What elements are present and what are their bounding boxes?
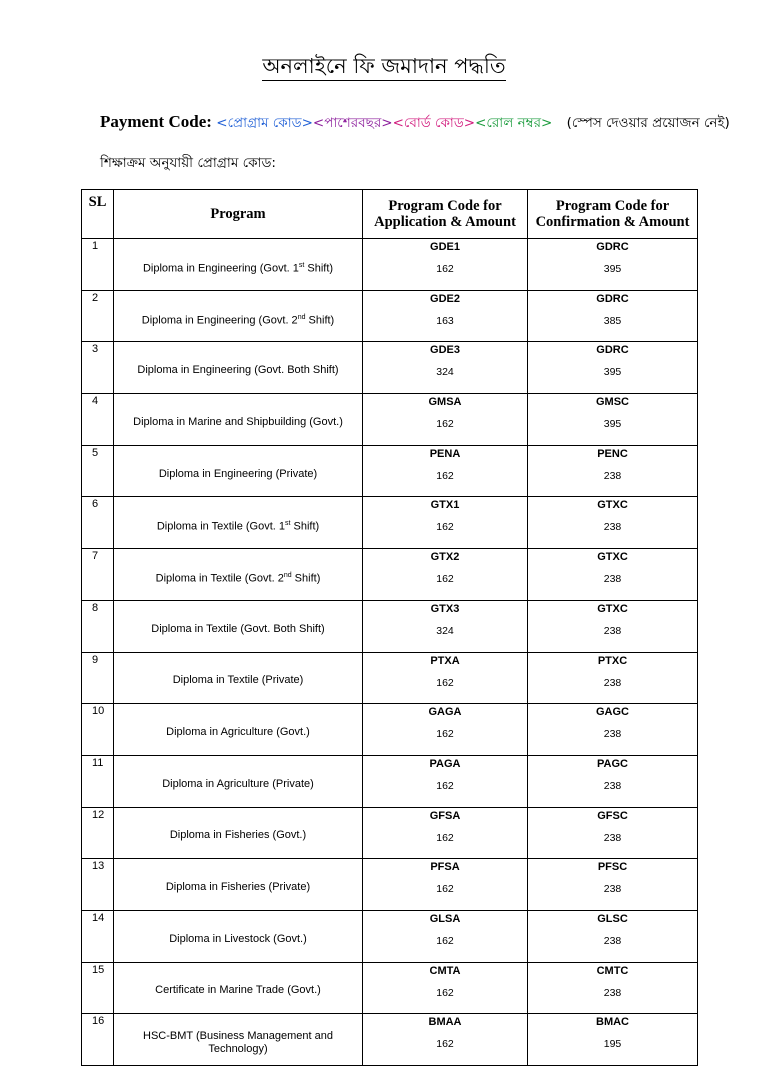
row-sl: 13 — [82, 859, 114, 911]
program-ordinal: st — [285, 520, 291, 528]
row-program — [114, 755, 363, 807]
program-ordinal: st — [298, 262, 305, 270]
row-application — [363, 755, 528, 807]
row-confirmation — [528, 859, 698, 911]
confirmation-code: PFSC — [597, 861, 628, 874]
confirmation-amount: 238 — [603, 779, 622, 792]
row-confirmation — [528, 549, 698, 601]
row-sl: 6 — [82, 497, 114, 549]
application-code: PENA — [429, 447, 461, 460]
row-program — [114, 704, 363, 756]
row-program — [114, 962, 363, 1014]
row-application — [363, 497, 528, 549]
row-application — [363, 342, 528, 394]
row-application — [363, 910, 528, 962]
confirmation-code: PENC — [597, 447, 628, 460]
row-program — [114, 342, 363, 394]
row-confirmation — [528, 600, 698, 652]
application-amount: 162 — [436, 263, 454, 275]
row-sl: 2 — [82, 290, 114, 342]
program-name: Diploma in Engineering (Govt. 2 — [141, 314, 298, 327]
program-name: Diploma in Engineering (Govt. Both Shift) — [137, 364, 339, 377]
confirmation-amount: 238 — [603, 469, 622, 482]
table-header-row — [82, 190, 698, 239]
application-code: GTX2 — [430, 551, 460, 564]
confirmation-amount: 238 — [603, 521, 622, 534]
program-ordinal: nd — [297, 313, 306, 321]
row-application — [363, 962, 528, 1014]
confirmation-amount: 395 — [603, 366, 622, 379]
payment-code-label: Payment Code: — [100, 112, 212, 131]
payment-code-segment-roll: <রোল নম্বর> — [475, 115, 553, 131]
application-code: GLSA — [429, 912, 461, 925]
application-code: GDE2 — [430, 292, 460, 305]
row-sl: 4 — [82, 394, 114, 446]
program-ordinal: nd — [283, 572, 292, 580]
confirmation-code: BMAC — [596, 1016, 629, 1029]
application-code: PTXA — [430, 654, 460, 667]
confirmation-amount: 395 — [603, 263, 622, 275]
application-amount: 162 — [436, 521, 454, 534]
application-amount: 162 — [436, 831, 454, 844]
application-amount: 162 — [436, 728, 454, 741]
confirmation-code: GDRC — [596, 241, 629, 253]
row-program — [114, 445, 363, 497]
program-name: Diploma in Textile (Govt. 1 — [156, 521, 285, 534]
row-program — [114, 910, 363, 962]
application-code: GDE3 — [430, 344, 460, 357]
row-sl: 5 — [82, 445, 114, 497]
row-program — [114, 600, 363, 652]
table-row — [82, 859, 698, 911]
table-row — [82, 342, 698, 394]
page-title — [0, 50, 768, 85]
row-confirmation — [528, 497, 698, 549]
payment-code-segment-board: <বোর্ড কোড> — [392, 115, 476, 131]
confirmation-code: PAGC — [597, 757, 628, 770]
row-application — [363, 807, 528, 859]
program-name: Diploma in Livestock (Govt.) — [169, 932, 307, 945]
row-confirmation — [528, 807, 698, 859]
confirmation-amount: 238 — [603, 831, 622, 844]
application-amount: 162 — [436, 779, 454, 792]
section-subheading: শিক্ষাক্রম অনুযায়ী প্রোগ্রাম কোড: — [100, 155, 276, 171]
program-name: Diploma in Agriculture (Govt.) — [166, 726, 310, 739]
header-confirmation-line1: Program Code for — [555, 198, 670, 214]
row-application — [363, 394, 528, 446]
row-sl: 15 — [82, 962, 114, 1014]
table-row — [82, 652, 698, 704]
row-application — [363, 600, 528, 652]
row-application — [363, 549, 528, 601]
row-program — [114, 497, 363, 549]
row-program — [114, 549, 363, 601]
table-row — [82, 704, 698, 756]
table-row — [82, 910, 698, 962]
confirmation-code: GFSC — [597, 809, 628, 822]
confirmation-amount: 395 — [603, 418, 622, 431]
table-row — [82, 290, 698, 342]
program-name: Diploma in Textile (Govt. 2 — [155, 572, 284, 585]
row-program — [114, 652, 363, 704]
table-row — [82, 394, 698, 446]
application-amount: 162 — [436, 469, 454, 482]
table-row — [82, 239, 698, 291]
application-code: PFSA — [430, 861, 460, 874]
row-program — [114, 290, 363, 342]
application-code: GFSA — [429, 809, 461, 822]
row-application — [363, 445, 528, 497]
header-program: Program — [114, 190, 363, 239]
row-sl: 9 — [82, 652, 114, 704]
table-row — [82, 445, 698, 497]
program-name: Certificate in Marine Trade (Govt.) — [155, 984, 321, 997]
application-amount: 162 — [436, 573, 454, 586]
table-row — [82, 549, 698, 601]
row-application — [363, 290, 528, 342]
row-confirmation — [528, 290, 698, 342]
row-confirmation — [528, 239, 698, 291]
header-application-line2: Application & Amount — [374, 214, 516, 230]
payment-code-segment-year: <পাশেরবছর> — [312, 115, 393, 131]
application-code: GMSA — [428, 396, 462, 409]
confirmation-amount: 385 — [603, 314, 622, 327]
confirmation-code: GTXC — [597, 499, 628, 512]
confirmation-amount: 238 — [603, 934, 622, 947]
row-confirmation — [528, 755, 698, 807]
confirmation-amount: 238 — [603, 676, 622, 689]
confirmation-code: GTXC — [597, 551, 628, 564]
row-confirmation — [528, 394, 698, 446]
application-code: GTX3 — [430, 602, 460, 615]
confirmation-code: GAGC — [596, 706, 629, 719]
application-amount: 162 — [436, 418, 454, 431]
row-confirmation — [528, 445, 698, 497]
header-sl: SL — [82, 190, 114, 239]
header-confirmation-code — [528, 190, 698, 239]
confirmation-code: GLSC — [597, 912, 628, 925]
program-name: Diploma in Engineering (Private) — [158, 467, 318, 480]
row-sl: 14 — [82, 910, 114, 962]
confirmation-amount: 238 — [603, 624, 622, 637]
table-row — [82, 1014, 698, 1066]
table-row — [82, 807, 698, 859]
row-program — [114, 1014, 363, 1066]
row-program — [114, 859, 363, 911]
row-sl: 12 — [82, 807, 114, 859]
row-confirmation — [528, 1014, 698, 1066]
row-confirmation — [528, 910, 698, 962]
application-amount: 324 — [436, 366, 454, 379]
header-application-line1: Program Code for — [388, 198, 502, 214]
row-application — [363, 652, 528, 704]
row-sl: 3 — [82, 342, 114, 394]
application-amount: 162 — [436, 986, 454, 999]
table-row — [82, 962, 698, 1014]
row-confirmation — [528, 342, 698, 394]
row-sl: 1 — [82, 239, 114, 291]
program-name: Diploma in Fisheries (Private) — [165, 881, 311, 894]
confirmation-amount: 238 — [603, 883, 622, 896]
row-program — [114, 807, 363, 859]
program-name: Diploma in Marine and Shipbuilding (Govt.) — [133, 415, 343, 428]
program-name-tail: Shift) — [305, 314, 335, 327]
table-row — [82, 755, 698, 807]
application-amount: 163 — [436, 314, 454, 327]
application-code: GTX1 — [430, 499, 460, 512]
row-confirmation — [528, 962, 698, 1014]
application-code: BMAA — [428, 1016, 462, 1029]
program-name: Diploma in Fisheries (Govt.) — [169, 829, 307, 842]
program-name: Diploma in Engineering (Govt. 1 — [142, 262, 299, 275]
confirmation-code: GDRC — [596, 292, 629, 305]
program-name-tail: Shift) — [290, 521, 320, 534]
row-sl: 7 — [82, 549, 114, 601]
row-sl: 10 — [82, 704, 114, 756]
row-sl: 16 — [82, 1014, 114, 1066]
table-row — [82, 497, 698, 549]
confirmation-code: CMTC — [596, 964, 629, 977]
confirmation-amount: 238 — [603, 573, 622, 586]
row-application — [363, 239, 528, 291]
row-application — [363, 704, 528, 756]
row-sl: 8 — [82, 600, 114, 652]
program-name-tail: Shift) — [291, 572, 321, 585]
application-code: CMTA — [429, 964, 461, 977]
row-confirmation — [528, 704, 698, 756]
application-code: GDE1 — [430, 241, 460, 253]
confirmation-code: GMSC — [596, 396, 629, 409]
header-confirmation-line2: Confirmation & Amount — [535, 214, 690, 230]
program-name-tail: Shift) — [304, 262, 334, 275]
application-amount: 162 — [436, 676, 454, 689]
application-amount: 162 — [436, 1038, 454, 1051]
application-code: GAGA — [428, 706, 462, 719]
payment-code-note: (স্পেস দেওয়ার প্রয়োজন নেই) — [566, 115, 730, 131]
confirmation-amount: 238 — [603, 728, 622, 741]
program-name: Diploma in Textile (Private) — [172, 674, 304, 687]
row-confirmation — [528, 652, 698, 704]
program-name: Diploma in Agriculture (Private) — [162, 777, 314, 790]
application-amount: 324 — [436, 624, 454, 637]
confirmation-code: PTXC — [597, 654, 628, 667]
program-name: HSC-BMT (Business Management and Technology) — [143, 1029, 333, 1055]
confirmation-code: GDRC — [596, 344, 629, 357]
page-title-text: অনলাইনে ফি জমাদান পদ্ধতি — [262, 54, 505, 81]
row-application — [363, 1014, 528, 1066]
row-program — [114, 394, 363, 446]
table-row — [82, 600, 698, 652]
payment-code-line — [100, 112, 730, 135]
row-sl: 11 — [82, 755, 114, 807]
application-amount: 162 — [436, 934, 454, 947]
application-amount: 162 — [436, 883, 454, 896]
header-application-code — [363, 190, 528, 239]
confirmation-code: GTXC — [597, 602, 628, 615]
application-code: PAGA — [429, 757, 461, 770]
confirmation-amount: 238 — [603, 986, 622, 999]
row-application — [363, 859, 528, 911]
row-program — [114, 239, 363, 291]
program-code-table — [81, 189, 698, 1066]
payment-code-segment-program: <প্রোগ্রাম কোড> — [216, 115, 313, 131]
program-name: Diploma in Textile (Govt. Both Shift) — [151, 622, 325, 635]
confirmation-amount: 195 — [603, 1038, 622, 1051]
